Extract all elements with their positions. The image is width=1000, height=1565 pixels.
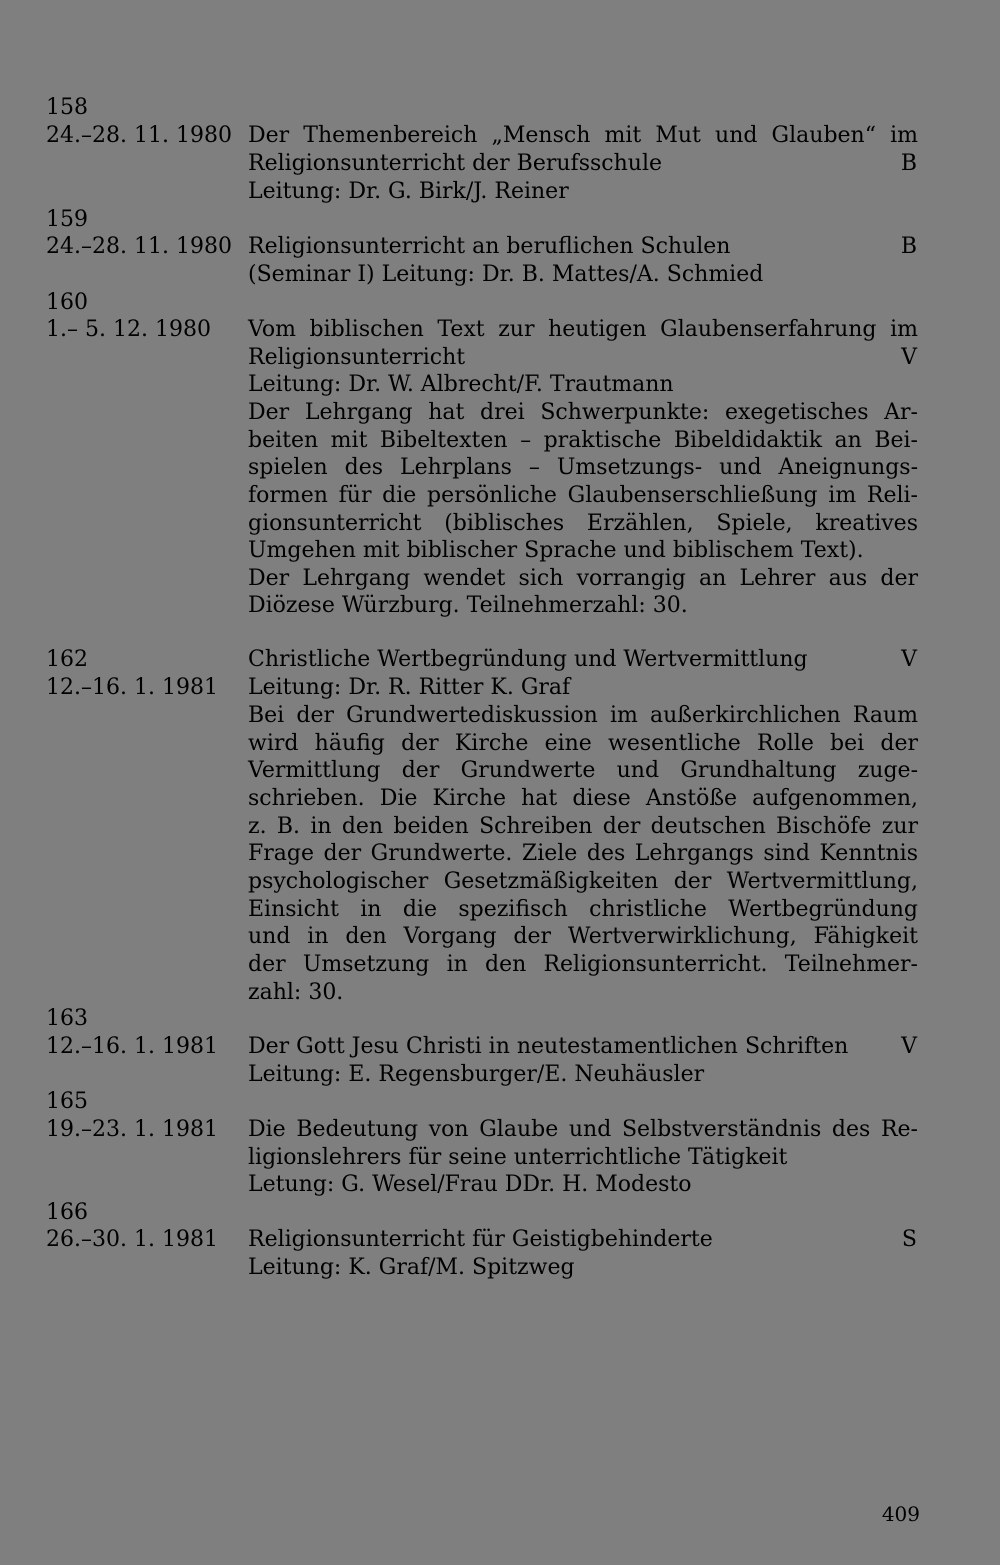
entry-166-number: 166: [46, 1200, 88, 1225]
entry-160-title-line: Religionsunterricht: [248, 345, 466, 370]
entry-165-date: 19.–23. 1. 1981: [46, 1117, 218, 1142]
entry-162-number: 162: [46, 647, 88, 672]
entry-163-title-line: Der Gott Jesu Christi in neutestamentlichen Schriften: [248, 1034, 849, 1059]
entry-162-category-code: V: [901, 647, 917, 672]
entry-159-date: 24.–28. 11. 1980: [46, 234, 232, 259]
entry-162-description-line: Vermittlung der Grundwerte und Grundhaltung zuge-: [248, 758, 918, 783]
entry-163-date: 12.–16. 1. 1981: [46, 1034, 218, 1059]
entry-162-description-line: schrieben. Die Kirche hat diese Anstöße aufgenommen,: [248, 786, 918, 811]
entry-160-description-line: Der Lehrgang hat drei Schwerpunkte: exegetisches Ar-: [248, 400, 918, 425]
entry-160-description-line: beiten mit Bibeltexten – praktische Bibeldidaktik an Bei-: [248, 428, 918, 453]
entry-160-description-line: Umgehen mit biblischer Sprache und biblischem Text).: [248, 538, 864, 563]
entry-158-date: 24.–28. 11. 1980: [46, 123, 232, 148]
entry-162-description-line: Einsicht in die spezifisch christliche Wertbegründung: [248, 897, 918, 922]
entry-162-description-line: Bei der Grundwertediskussion im außerkirchlichen Raum: [248, 703, 918, 728]
entry-160-category-code: V: [901, 345, 917, 370]
page-number: 409: [881, 1502, 920, 1526]
entry-162-description-line: psychologischer Gesetzmäßigkeiten der Wertvermittlung,: [248, 869, 918, 894]
entry-162-description-line: Frage der Grundwerte. Ziele des Lehrgangs sind Kenntnis: [248, 841, 918, 866]
entry-162-title-line: Christliche Wertbegründung und Wertvermittlung: [248, 647, 808, 672]
entry-162-leitung: Leitung: Dr. R. Ritter K. Graf: [248, 675, 571, 700]
entry-160-description-line: spielen des Lehrplans – Umsetzungs- und Aneignungs-: [248, 455, 918, 480]
entry-158-category-code: B: [900, 151, 917, 176]
entry-160-description-line: Diözese Würzburg. Teilnehmerzahl: 30.: [248, 593, 688, 618]
entry-160-title-line: Vom biblischen Text zur heutigen Glaubenserfahrung im: [248, 317, 918, 342]
entry-160-leitung: Leitung: Dr. W. Albrecht/F. Trautmann: [248, 372, 674, 397]
entry-166-leitung: Leitung: K. Graf/M. Spitzweg: [248, 1255, 575, 1280]
entry-162-description-line: zahl: 30.: [248, 980, 344, 1005]
entry-163-category-code: V: [901, 1034, 917, 1059]
entry-162-description-line: und in den Vorgang der Wertverwirklichung, Fähigkeit: [248, 924, 918, 949]
entry-158-number: 158: [46, 95, 88, 120]
entry-158-leitung: Leitung: Dr. G. Birk/J. Reiner: [248, 179, 569, 204]
entry-158-title-line: Religionsunterricht der Berufsschule: [248, 151, 662, 176]
entry-165-number: 165: [46, 1089, 88, 1114]
entry-160-number: 160: [46, 290, 88, 315]
entry-162-date: 12.–16. 1. 1981: [46, 675, 218, 700]
entry-159-category-code: B: [900, 234, 917, 259]
entry-165-title-line: ligionslehrers für seine unterrichtliche Tätigkeit: [248, 1145, 788, 1170]
entry-163-number: 163: [46, 1006, 88, 1031]
entry-159-number: 159: [46, 207, 88, 232]
entry-159-leitung: (Seminar I) Leitung: Dr. B. Mattes/A. Schmied: [248, 262, 764, 287]
entry-162-description-line: der Umsetzung in den Religionsunterricht. Teilnehmer-: [248, 952, 918, 977]
entry-162-description-line: wird häufig der Kirche eine wesentliche Rolle bei der: [248, 731, 918, 756]
entry-163-leitung: Leitung: E. Regensburger/E. Neuhäusler: [248, 1062, 705, 1087]
entry-159-title-line: Religionsunterricht an beruflichen Schulen: [248, 234, 731, 259]
entry-165-title-line: Die Bedeutung von Glaube und Selbstverständnis des Re-: [248, 1117, 918, 1142]
entry-160-description-line: formen für die persönliche Glaubenserschließung im Reli-: [248, 483, 918, 508]
entry-158-title-line: Der Themenbereich „Mensch mit Mut und Glauben“ im: [248, 123, 918, 148]
entry-166-title-line: Religionsunterricht für Geistigbehinderte: [248, 1227, 713, 1252]
entry-166-date: 26.–30. 1. 1981: [46, 1227, 218, 1252]
entry-162-description-line: z. B. in den beiden Schreiben der deutschen Bischöfe zur: [248, 814, 918, 839]
entry-160-date: 1.– 5. 12. 1980: [46, 317, 211, 342]
entry-165-leitung: Letung: G. Wesel/Frau DDr. H. Modesto: [248, 1172, 692, 1197]
entry-160-description-line: Der Lehrgang wendet sich vorrangig an Lehrer aus der: [248, 566, 918, 591]
entry-166-category-code: S: [901, 1227, 917, 1252]
entry-160-description-line: gionsunterricht (biblisches Erzählen, Spiele, kreatives: [248, 511, 918, 536]
